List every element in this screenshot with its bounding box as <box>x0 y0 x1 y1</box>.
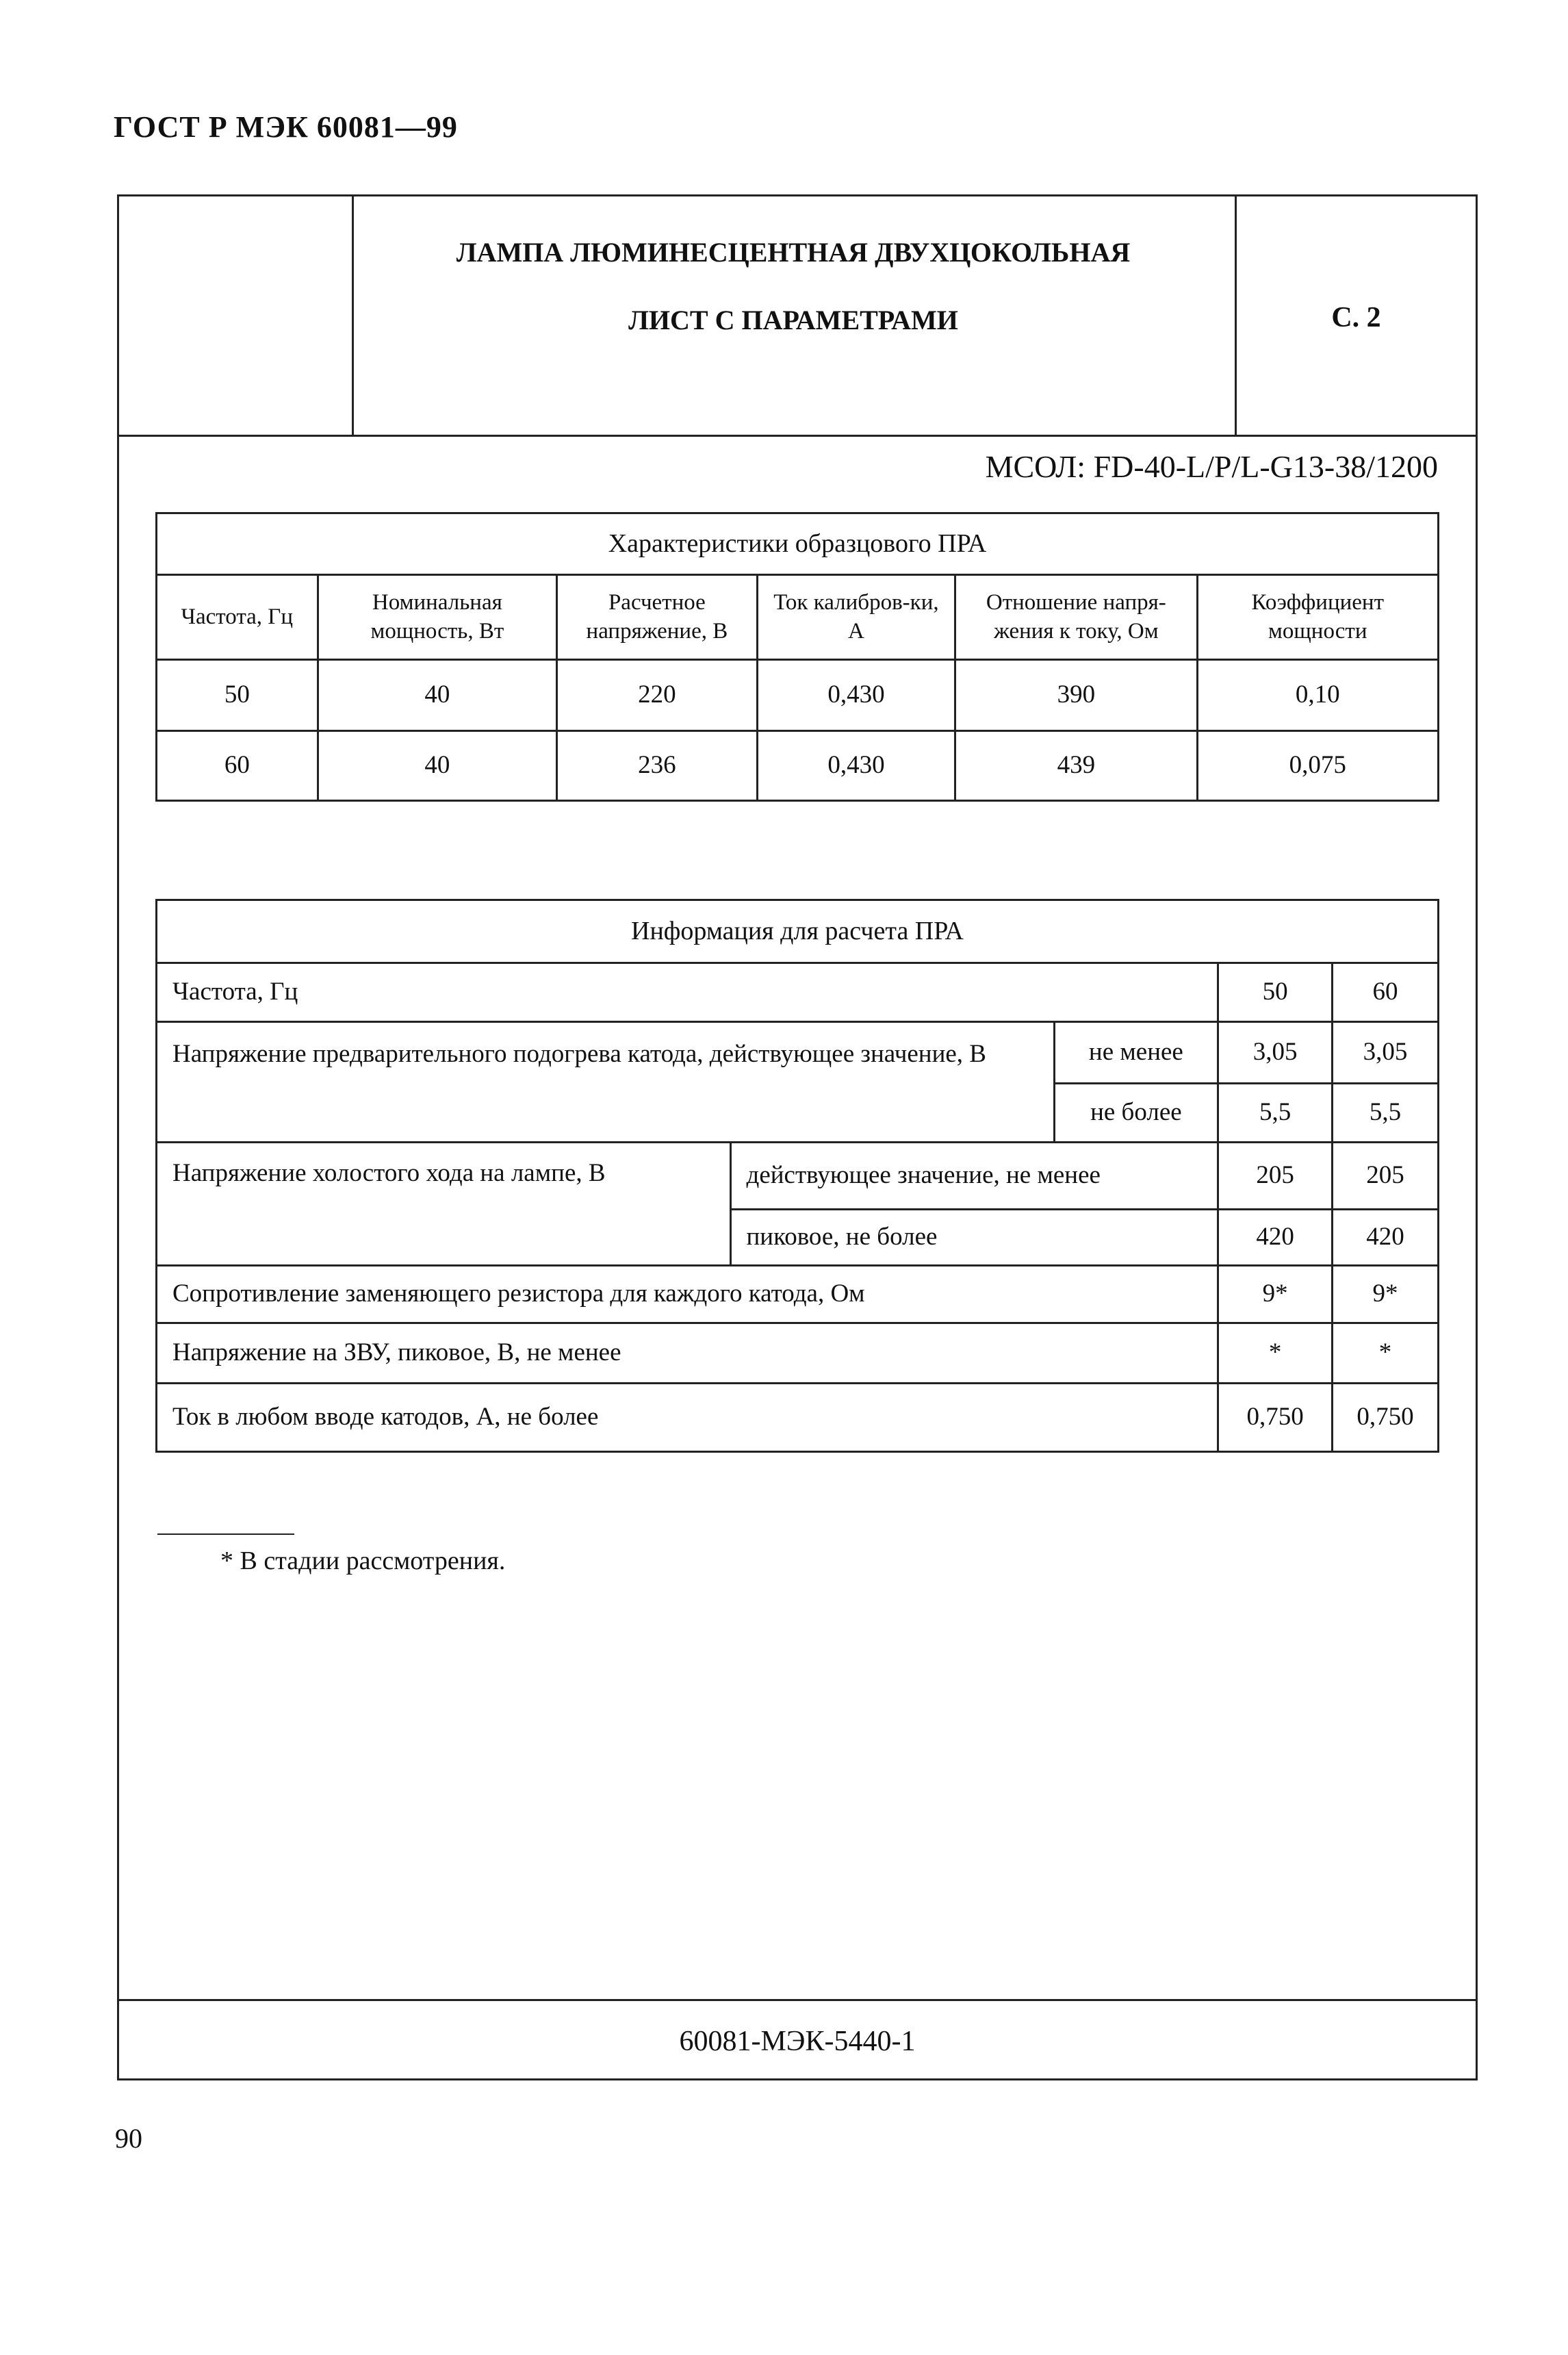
footnote-rule <box>157 1533 294 1535</box>
starter-voltage-label: Напряжение на ЗВУ, пиковое, В, не менее <box>157 1323 1218 1384</box>
sheet-page-label: С. 2 <box>1331 302 1381 333</box>
sheet-title-line2: ЛИСТ С ПАРАМЕТРАМИ <box>628 305 958 335</box>
table-cell: 40 <box>318 731 556 801</box>
preheat-voltage-label: Напряжение предварительного подогрева катода, действующее значение, В <box>157 1022 1055 1143</box>
current-50: 0,750 <box>1218 1384 1333 1452</box>
starter-50: * <box>1218 1323 1333 1384</box>
preheat-min-60: 3,05 <box>1333 1022 1439 1084</box>
ocv-peak-60: 420 <box>1333 1210 1439 1266</box>
ocv-rms-60: 205 <box>1333 1143 1439 1210</box>
table-row <box>157 731 1439 801</box>
ballast-header-rated-voltage: Расчетное напряжение, В <box>557 575 758 660</box>
preheat-min-label: не менее <box>1054 1022 1218 1084</box>
table-row <box>157 660 1439 731</box>
table-cell: 60 <box>157 731 318 801</box>
preheat-max-50: 5,5 <box>1218 1084 1333 1143</box>
lamp-designation: МСОЛ: FD-40-L/P/L-G13-38/1200 <box>985 449 1438 484</box>
reference-ballast-table <box>155 512 1439 802</box>
table-cell: 220 <box>557 660 758 731</box>
preheat-min-50: 3,05 <box>1218 1022 1333 1084</box>
frequency-label: Частота, Гц <box>157 963 1218 1022</box>
frequency-50: 50 <box>1218 963 1333 1022</box>
sheet-code: 60081-МЭК-5440-1 <box>679 2026 916 2057</box>
ballast-design-table <box>155 899 1439 1453</box>
table-cell: 0,10 <box>1197 660 1439 731</box>
table-cell: 0,430 <box>757 660 955 731</box>
resistor-60: 9* <box>1333 1266 1439 1323</box>
title-block-divider <box>117 435 1478 437</box>
ballast-header-rated-power: Номинальная мощность, Вт <box>318 575 556 660</box>
design-table-caption: Информация для расчета ПРА <box>157 900 1439 963</box>
sheet-title-line1: ЛАМПА ЛЮМИНЕСЦЕНТНАЯ ДВУХЦОКОЛЬНАЯ <box>456 237 1131 268</box>
ocv-rms-50: 205 <box>1218 1143 1333 1210</box>
ballast-header-impedance: Отношение напря-жения к току, Ом <box>955 575 1197 660</box>
preheat-max-60: 5,5 <box>1333 1084 1439 1143</box>
table-cell: 0,075 <box>1197 731 1439 801</box>
ocv-peak-label: пиковое, не более <box>730 1210 1218 1266</box>
table-cell: 236 <box>557 731 758 801</box>
ballast-header-calibration-current: Ток калибров-ки, А <box>757 575 955 660</box>
cathode-current-label: Ток в любом вводе катодов, А, не более <box>157 1384 1218 1452</box>
ocv-peak-50: 420 <box>1218 1210 1333 1266</box>
preheat-max-label: не более <box>1054 1084 1218 1143</box>
open-circuit-voltage-label: Напряжение холостого хода на лампе, В <box>157 1143 731 1266</box>
footnote: * В стадии рассмотрения. <box>220 1546 506 1575</box>
table-cell: 50 <box>157 660 318 731</box>
starter-60: * <box>1333 1323 1439 1384</box>
table-cell: 390 <box>955 660 1197 731</box>
resistor-50: 9* <box>1218 1266 1333 1323</box>
sheet-code-divider <box>117 1999 1478 2001</box>
ocv-rms-label: действующее значение, не менее <box>730 1143 1218 1210</box>
table-cell: 40 <box>318 660 556 731</box>
ballast-header-frequency: Частота, Гц <box>157 575 318 660</box>
document-standard-header: ГОСТ Р МЭК 60081—99 <box>114 110 458 144</box>
page-number: 90 <box>115 2123 142 2154</box>
table-cell: 439 <box>955 731 1197 801</box>
frequency-60: 60 <box>1333 963 1439 1022</box>
ballast-table-caption: Характеристики образцового ПРА <box>157 513 1439 575</box>
ballast-header-power-factor: Коэффициент мощности <box>1197 575 1439 660</box>
table-cell: 0,430 <box>757 731 955 801</box>
current-60: 0,750 <box>1333 1384 1439 1452</box>
substitution-resistor-label: Сопротивление заменяющего резистора для каждого катода, Ом <box>157 1266 1218 1323</box>
